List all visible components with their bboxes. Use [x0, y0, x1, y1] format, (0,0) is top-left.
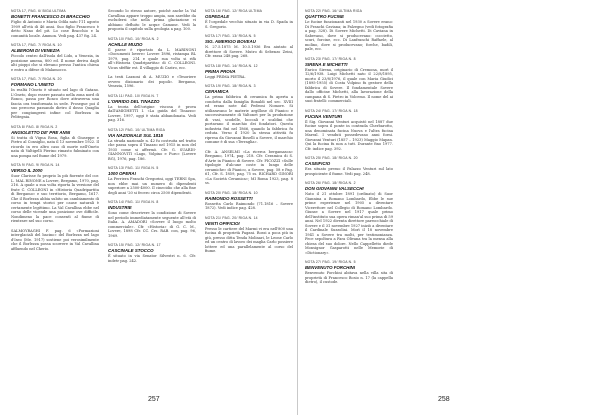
note-body: Piccolo centro dall'isola del Lido, a Venezia, in posizione amena, 800 ed. Il nome deriva dagli alti pioppi che si elevano presso l'antica chiesa e entro a difese di Malamocco.	[11, 54, 99, 72]
note-title: ALBERONI DI VENEZIA	[11, 48, 60, 53]
note-reference: NOTA 24/ PAG. 17/ RIGA N. 18	[305, 108, 358, 113]
note-body: Il Sig. Giovanni Venturi acquistò nel 1887 due fucine sopra il ponte in contrada Cherbarotto, una denominata fucina Nuova e l'altra fucina Marral. I venduti possedevano anni forni. Giovanni Venturi (1857 – 1923) Maggio Mapan. Qui la fucina fu non a tutt. Durante fino 1977. Cfr. indice pag. 392.	[305, 119, 393, 151]
right-page-column-3	[500, 9, 588, 393]
note-reference: NOTA 18/ PAG. 14/ RIGA N. 12	[205, 63, 258, 68]
note-title: SIRENA E MICHETTI	[305, 61, 348, 67]
note-body: Benvenuto Forchini abitava nella villa sita di proprietà di Francesco Bosio n. 17 (la cappella dietro), il custode.	[305, 271, 393, 284]
note-title: ACHILLE MUZIO	[108, 41, 143, 47]
note-title: 1000 OPERAI	[108, 171, 136, 176]
note-body: È situato in via Senator Silvestri n. 6. Cfr. indetr pag. 242.	[108, 254, 196, 263]
note-title: BONETTI FRANCESCO DI BRACCHIO	[11, 14, 90, 19]
note-reference: NOTA 8/ PAG. 8/ RIGA N. 2	[11, 124, 58, 129]
note-body: Rossetta Carlo Raimondo (71.1816 – Sovere 1872). Vedi indice pag. 428.	[205, 201, 293, 210]
note-title: INDUSTRIE	[108, 205, 132, 210]
note-entry	[305, 260, 393, 285]
note-entry	[11, 125, 99, 159]
note-reference: NOTA 23/ PAG. 17/ RIGA N. 8	[305, 56, 356, 61]
note-title: L'ORRIDO DEL TINAZZO	[108, 98, 160, 104]
left-page-number: 257	[148, 396, 160, 403]
left-page-column-3	[205, 9, 293, 393]
left-page-column-2	[108, 9, 196, 393]
note-reference: NOTA 9/ PAG. 9/ RIGA N. 14	[11, 163, 60, 167]
note-body: Enrico Sirena, originario di Cremona, morì il 12/6/1938. Luigi Michetti nato il 22/8/1895, morto il 23/8/1976, il quale con Maria Giudici (1895-1955) di Costa Volpino fu gestore della fabbrica di Sovere. Il fondamentale Sovere dallo officine Michetti, alla lavorazione della campana di S. Pietro in Volcemo. Il nome del ai suoi fratelli: commerciali.	[305, 67, 393, 103]
note-title: FUCINA VENTURI	[305, 113, 342, 119]
note-reference: NOTA 14/ PAG. 11/ RIGA N. 8	[108, 200, 159, 204]
note-entry	[205, 34, 293, 59]
note-reference: NOTA 25/ PAG. 18/ RIGA N. 20	[305, 156, 358, 160]
right-page-number: 258	[438, 396, 450, 403]
note-title: VENTI OPIFICIOI	[205, 220, 240, 226]
note-entry	[205, 64, 293, 80]
note-reference: NOTA 26/ PAG. 18/ RIGA N. 2	[305, 181, 356, 185]
note-entry	[108, 9, 196, 32]
note-title: OSPEDALE	[205, 14, 230, 19]
left-page	[0, 0, 298, 415]
note-reference: NOTA 21/ PAG. 20/ RIGA N. 14	[205, 215, 258, 220]
note-body: Presso le cartiere del Marmi vi era nell'800 una fucina di proprietà Pagani. Rossi a poca più in giù, presso ditta Tenda Molinari, le Leone Carlo ed un centro di lavoro dei maglia Carlo possiere lottere ed una parallelamente al corso del fiume.	[205, 226, 293, 253]
note-entry	[108, 37, 196, 71]
note-entry	[305, 57, 393, 104]
note-body: Suor Clarisse fu proprio la più fiorente del cor. L. MAL RINONE a Lovere, Bergamo, 1970, pag. 216. A quale a sua volta riporta la versione del frate C. COLLEONI in «Historia Quadripartita di Bergamo» e suo territorio, Bergamo, 1617. Che il Borlezza abbia subito un cambiamento di corso in tempi storici per cause naturali è certamente legittimo. La Val Cavallina ebbe nel corso delle vicende una posizione ove difficile. Nondimeno la pace consentì al fiume di rientrare nel suo corso.	[11, 174, 99, 223]
note-body: Si tratta di Vigna Rosa, figlia di Giuseppe e Pietro al Consiglio, nata il 13 novembre 1922. Il ricordo in ero altro caso di morte nell'Oneto nata di Valtigelli Pierino rimasto fulminato con una pompa nel fiume del 1979.	[11, 135, 99, 158]
note-entry	[205, 216, 293, 254]
note-entry	[11, 229, 99, 252]
note-reference: NOTA 19/ PAG. 18/ RIGA N. 3	[205, 84, 256, 88]
note-entry	[305, 156, 393, 176]
note-reference: NOTA 11/ PAG. 10/ RIGA N. 7	[108, 93, 159, 98]
note-reference: NOTA 15/ PAG. 12/ RIGA N. 17	[108, 243, 161, 247]
note-title: RAIMONDO ROSSETTI	[205, 195, 253, 201]
note-title: DON GIOVANNI VALSECCHI	[305, 186, 364, 191]
note-body: È l'ospedale vecchio situato in via D. Spada in S. Gregorio.	[205, 20, 293, 29]
note-body: Cfr. A. ANSELMI «La ricerca bergamasca» Bergamo, 1974, pag. 218. Cfr. Ceramica di S. d'Arte in Pianico di Sovere. Cfr. PICOZZI «Sulle tipologie d'alcune coste in lungo delle ceramiche» di Pianico, a Sovere, pag. 58 e Pag. 61, Cfr. S. 1859, pag. 75 ss. RICHARD GINORI «La Società Ceramica»; MI Roma 1923, pag. 8 ss.	[205, 149, 293, 185]
note-title: VIA NAZIONALE SUL 1815	[108, 132, 163, 138]
note-body: Le fucine funzionanti nel 1930 a Sovere erano: Di Franchi Caviana; in Palzegno (vedi fotografia a pag. 328). Di Sovere Michetti. Di Caviana in Sabevano, dove si producevano: coccietto, scuri, forcine, ecc. Di Lanfranchi Raffaele, al molino, dove si producevano; forche, badili, pale, ecc.	[305, 20, 393, 51]
note-entry	[108, 243, 196, 263]
note-body: La Ferriera Franchi Gregorini, oggi TERNI Spa, non ebbe mai un numero di dipendenti superiore a 2500-4000. Il cinecidio che alla fine degli anni '20 si fecero circa 2500 dipendenti.	[108, 177, 196, 195]
note-reference: NOTA 12/ PAG. 10/ ULTIMA RIGA	[108, 127, 166, 132]
note-entry	[11, 43, 99, 72]
note-entry	[11, 77, 99, 120]
note-title: SIG. AMERIGO BOVEAU	[205, 39, 256, 44]
note-entry	[305, 181, 393, 255]
note-entry	[108, 94, 196, 123]
note-entry	[11, 163, 99, 224]
note-title: PRIMA PROVA	[205, 68, 236, 74]
note-entry	[11, 9, 99, 38]
note-entry	[108, 75, 196, 89]
note-title: FORMANO L'UNETO	[11, 82, 54, 87]
right-page-column-2	[402, 9, 490, 393]
note-reference: NOTA 10/ PAG. 10/ RIGA N. 2	[108, 36, 159, 41]
note-reference: NOTA 27/ PAG. 19/ RIGA N. 5	[305, 260, 356, 264]
note-title: CERAMICA	[205, 89, 229, 94]
note-body: SALMOYRAGHI F. pag. 6 «Formazioni interglaciali del bacino» del Borlezza nel lago d'Iseo (Me. 1917) sostiene poi verosimilmente che il Borlezza possa scorrere in Val Cavallina affluendo nel Cherio.	[11, 228, 99, 251]
note-reference: NOTA 16/ PAG. 12/ RIGA ULTIMA	[205, 9, 263, 13]
note-body: Nato il 21 ottobre 1891 (ordinato) di Suor Giannina a Romano Lombardo, Ebbe le sue prime esperienze nel 1905 a diventare Vicerettore nel Collegio di Romano Lombardo. Giunse a Sovere nel 1917 quale primo dell'instituto sua opera riman'al suo prima di 59 anni. Nel 1922 diventa direttore parrocchiale di Sovere e il 31 novembre 1927 iniziò a diventare il Cardinale Suzzolini. Morì il 18 novembre 1941 a Sovere tra molti, per testimonianza. Fece sepoltura a Fara Olivana tra la mensa alla chiesa del suo dolore. Nello Cappelletto diede Monsignor Gasparotti nelle Memorie di «Dictionary».	[305, 192, 393, 255]
note-reference: NOTA 17/ PAG. 13/ RIGA N. 5	[205, 34, 256, 38]
note-entry	[205, 9, 293, 29]
note-reference: NOTA 17, PAG. 6/ BIGA ULTIMA	[11, 9, 66, 13]
note-body: La testi Lazzoni di A. MUZIO e «Tesoriere ovvero dizionario dei popoli». Bergamo, Venezia, 1596.	[108, 75, 196, 88]
right-page-column-1	[305, 9, 393, 393]
note-reference: NOTA 17, PAG. 7/ RIGA N. 20	[11, 77, 62, 81]
note-reference: NOTA 13/ PAG. 11/ RIGA N. 5	[108, 166, 159, 170]
note-body: Sono come descrivere la condizione di Sovere nel periodo immediatamente seguente all'età di Italia. A. AMADORI «Sovere il luogo molto commerciale». Cfr. «Historia» di G. C. M., Lovere, 1898 Cfr. CC. Crs. RAB. con, pag. 96, 1969.	[108, 211, 196, 238]
note-entry	[108, 128, 196, 162]
note-body: Figlio di Antonio e Maria Odila nato l'11 agosto 1909 all'età di 46 anni. Suo figlio Francesco è detto Nano del pit. Lo cose Bracchio e la comunità locale. Ammon. Vedi pag. 437 fig. 24.	[11, 20, 99, 38]
note-body: Era situato presso il Palazzo Venturi sul lato prospiciente il fiume. Vedi pag. 248.	[305, 167, 393, 176]
note-reference: NOTA 20/ PAG. 18/ RIGA N. 10	[205, 190, 258, 195]
right-page	[298, 0, 597, 415]
note-entry	[305, 9, 393, 52]
note-reference: NOTA 17, PAG. 7/ RIGA N. 10	[11, 43, 62, 47]
note-body: Secondo lo stesso autore, poiché anche la Val Cavallina appare troppo ampia, non sarebbe da escludersi che nella prima glaciazione vi abbiano defluito le acque Camune. Vedi la proposta il capitolo sulla geologia a pag. 100.	[108, 9, 196, 31]
note-body: Il paese è riportato da L. MARINONI «Documenti lovere» Lovere 1896, ristampa BL 1979, pag. 214 e quale sua volta si rifà all'«Historia Quadripartita» di C. COLLEONI. Vicus sfeffiir est. Il villaggio di Castro, ecc.	[108, 47, 196, 70]
note-title: BENVENUTO FORCHINI	[305, 265, 355, 270]
note-entry	[305, 109, 393, 152]
note-title: VERSO IL 2000	[11, 168, 43, 173]
left-page-column-1	[11, 9, 99, 393]
note-body: Leggi PRIMA PIETRA.	[205, 74, 246, 79]
note-body: N. 27.5.1875 M. 10.5.1936 Era aiutato al direttore di Sovere. Mutro di Sebenzo Zeini, Cfr. rassa 248 pag. 268.	[205, 45, 293, 58]
note-body: La prima fabbrica di ceramica fu aperta a condotta dalla famiglia Bonaldi nel sec. XVIII ed erano note dal Pedroni Nomore. Si utilizzavano le materie argillose di Pianico e successivamente di Valtonet per la produzione di vasi, scodelle, boccali e scaldini che portavano il marchio dei fondatori. Questa industria finì nel 1866, quando la fabbrica fu ceduta. Verso il 1920 la stessa attività fu ripresa da Giovanni Boselli a Sovere, il marchio comune è di sua «Terraglia».	[205, 95, 293, 144]
note-entry	[205, 84, 293, 145]
note-body: La teoria dell'origine viscosa è prova dall'AMIGHETTI I. «La guida del Tinazzo» Lovere, 1997, oggi è stata abbandonata. Vedi pag. 316.	[108, 104, 196, 122]
note-title: ANGIOLETTO DE' PRE ANNI	[11, 129, 71, 135]
note-entry	[205, 150, 293, 186]
note-entry	[108, 166, 196, 195]
note-body: La strada nazionale n. 42 fu costruita nel tratto che passa sopra il Tinazzo nel 1915 in non del 1935 come si affermò. Cfr. G. SUARDI-GIANNOVITI «Lago, Volpino e Furo» (Lovere BG), 1976, pag. 186.	[108, 138, 196, 161]
note-title: CASCINALE STOCCO	[108, 248, 154, 253]
note-body: In realtà l'Oneto è situato nel lago di Gatano. L'Oneto, dopo essere passato nella zona nord di Ronco, passa per Ronco dove attraversa una fascia ora trasformata in sede. Prosegue poi il suo percorso passando dietro il dosso Quaglia per congiungersi infine col Borlezza in Pelitegnia.	[11, 88, 99, 119]
note-title: CASEIFICIO	[305, 161, 331, 166]
note-reference: NOTA 22/ PAG. 16/ ULTIMA RIGA	[305, 9, 363, 13]
note-title: QUATTRO FUCINE	[305, 14, 344, 19]
note-entry	[108, 200, 196, 238]
note-entry	[205, 191, 293, 211]
